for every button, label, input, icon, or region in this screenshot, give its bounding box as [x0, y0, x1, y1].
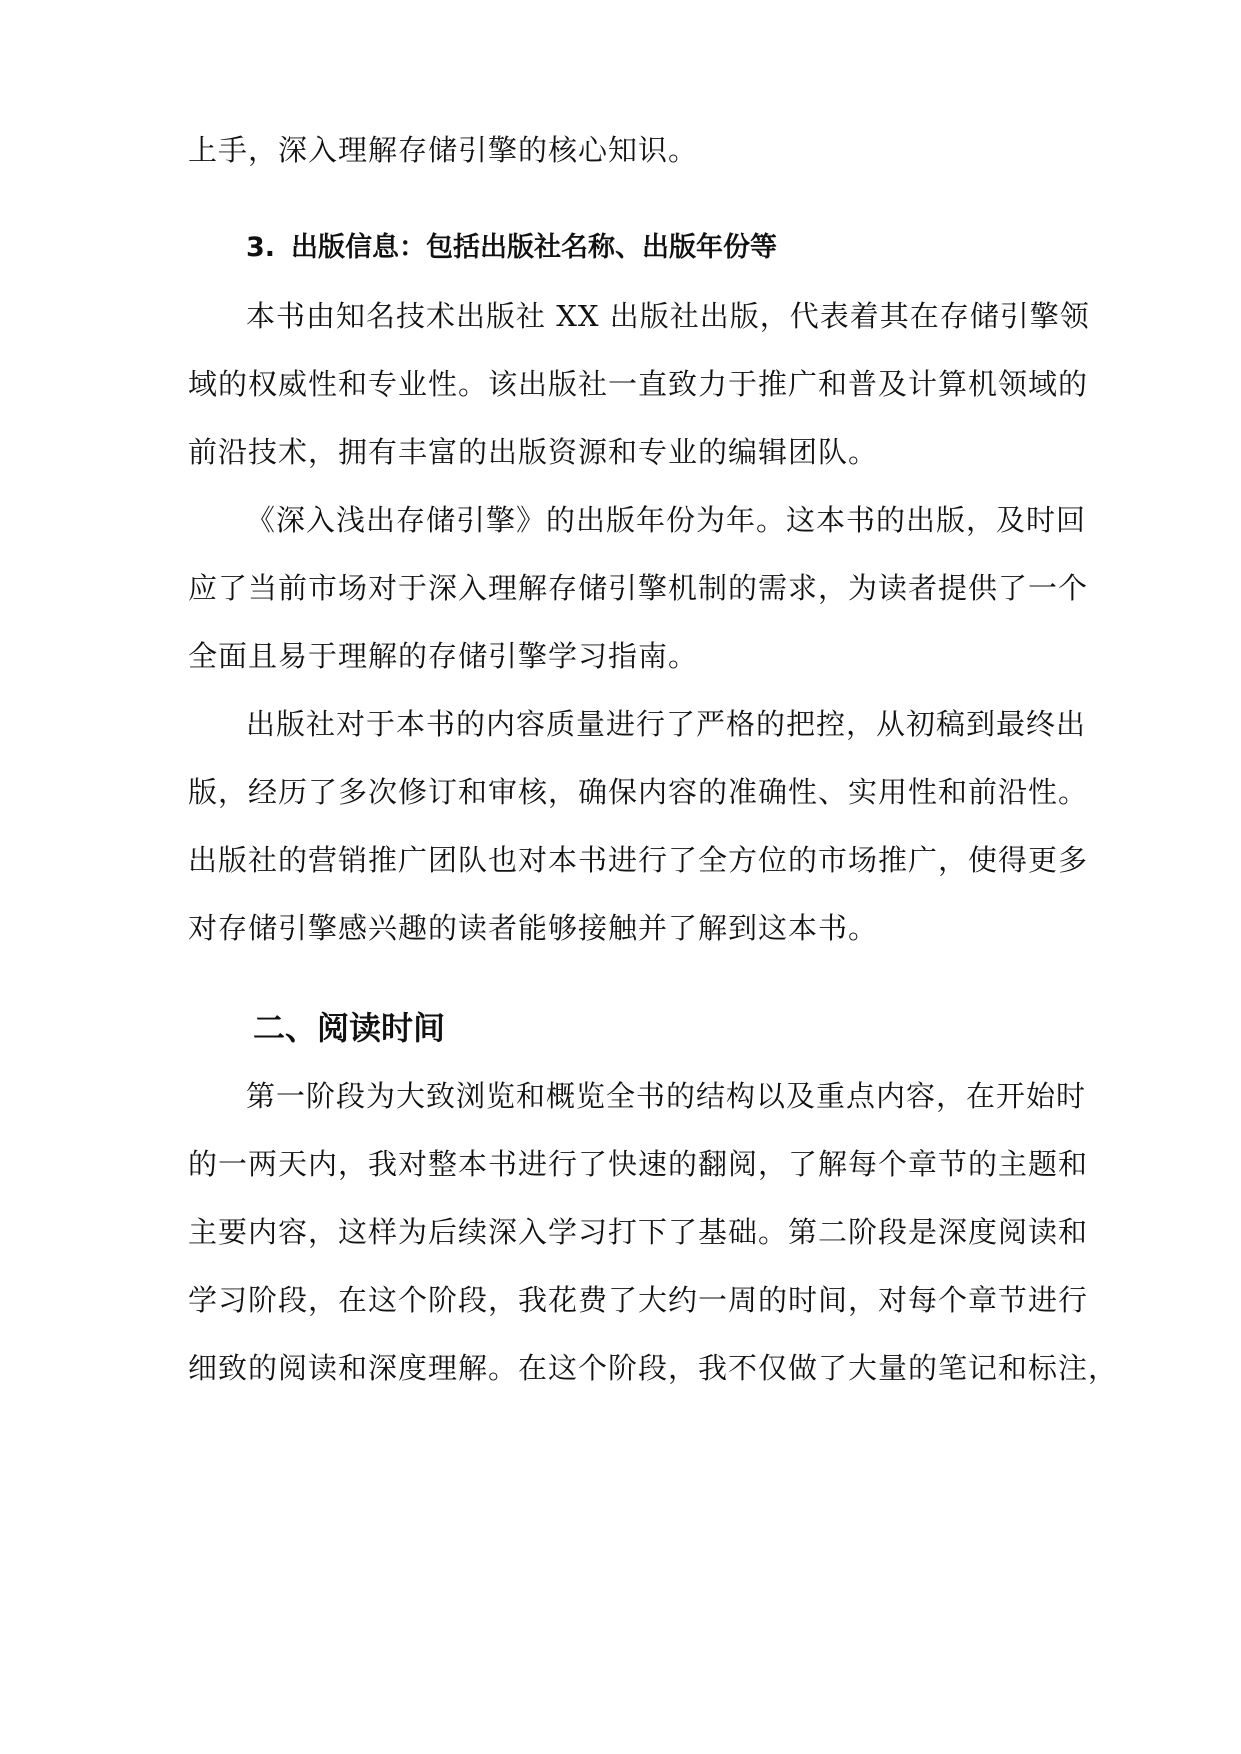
text-line: 出版社的营销推广团队也对本书进行了全方位的市场推广，使得更多: [188, 843, 1089, 877]
text-line: 应了当前市场对于深入理解存储引擎机制的需求，为读者提供了一个: [188, 571, 1089, 605]
text-line: 的一两天内，我对整本书进行了快速的翻阅，了解每个章节的主题和: [188, 1147, 1089, 1181]
section-3-title: 出版信息：包括出版社名称、出版年份等: [291, 232, 778, 263]
text-line: 对存储引擎感兴趣的读者能够接触并了解到这本书。: [188, 911, 879, 945]
section-2-heading: 二、阅读时间: [253, 1009, 446, 1047]
text-line: 第一阶段为大致浏览和概览全书的结构以及重点内容，在开始时: [246, 1079, 1087, 1113]
text-line: 出版社对于本书的内容质量进行了严格的把控，从初稿到最终出: [246, 707, 1087, 741]
text-line: 上手，深入理解存储引擎的核心知识。: [188, 133, 699, 167]
section-3-number: 3.: [246, 232, 276, 263]
section-3-heading: [246, 228, 777, 268]
text-line: 前沿技术，拥有丰富的出版资源和专业的编辑团队。: [188, 435, 879, 469]
text-line: 域的权威性和专业性。该出版社一直致力于推广和普及计算机领域的: [188, 367, 1089, 401]
text-line: 《深入浅出存储引擎》的出版年份为年。这本书的出版，及时回: [246, 503, 1087, 537]
text-line: 全面且易于理解的存储引擎学习指南。: [188, 639, 699, 673]
text-line: 细致的阅读和深度理解。在这个阶段，我不仅做了大量的笔记和标注，: [188, 1351, 1119, 1385]
text-line: 版，经历了多次修订和审核，确保内容的准确性、实用性和前沿性。: [188, 775, 1089, 809]
text-line: 主要内容，这样为后续深入学习打下了基础。第二阶段是深度阅读和: [188, 1215, 1089, 1249]
text-line: 学习阶段，在这个阶段，我花费了大约一周的时间，对每个章节进行: [188, 1283, 1089, 1317]
text-line: 本书由知名技术出版社 XX 出版社出版，代表着其在存储引擎领: [246, 299, 1090, 333]
